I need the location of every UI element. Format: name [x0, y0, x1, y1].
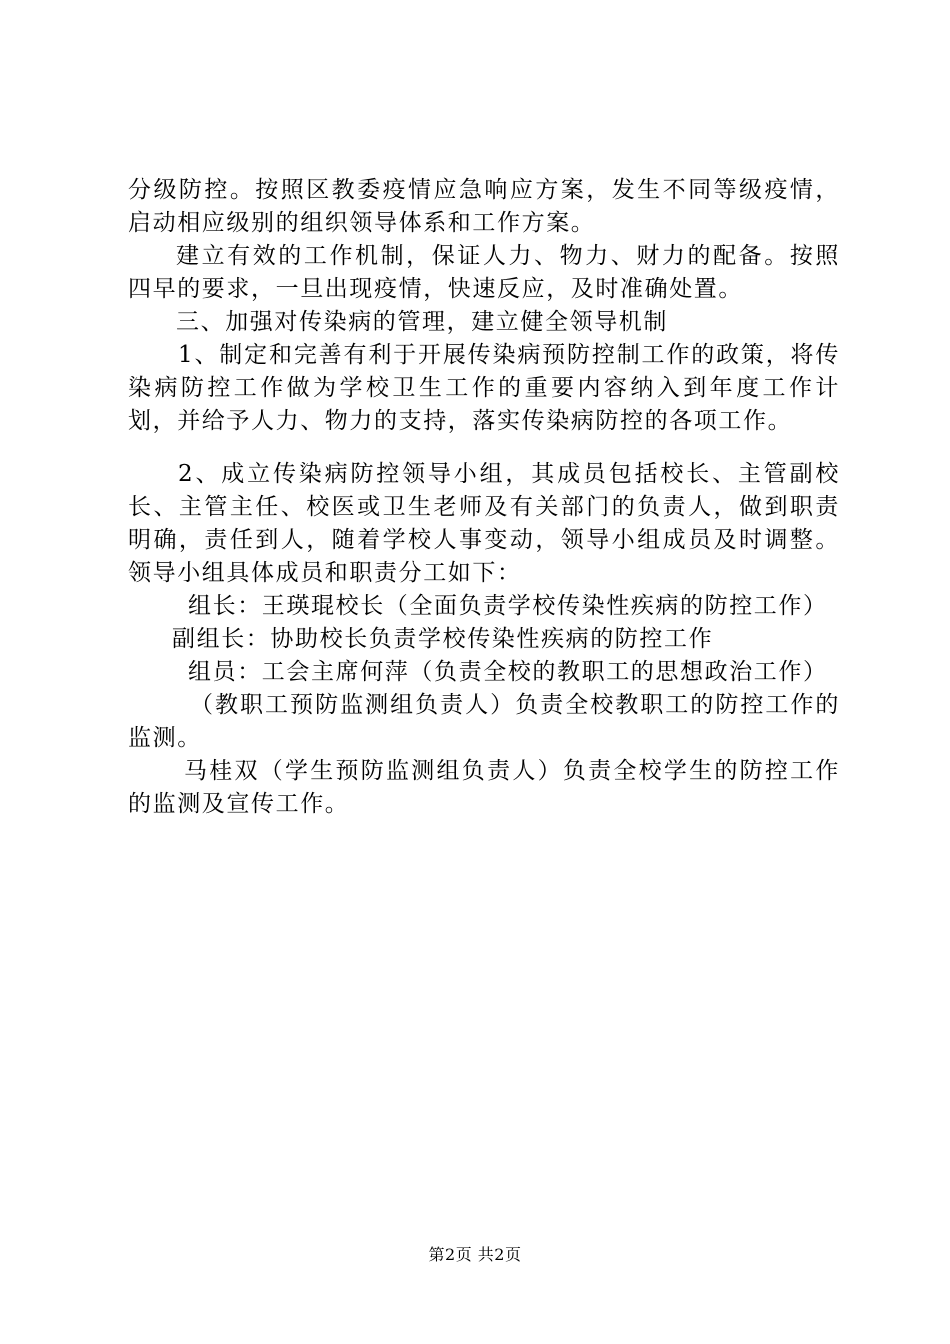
paragraph-member-union: 组员：工会主席何萍（负责全校的教职工的思想政治工作）	[188, 659, 828, 685]
paragraph-member-staff-monitor: （教职工预防监测组负责人）负责全校教职工的防控工作的监测。	[128, 692, 840, 751]
paragraph-member-student-monitor: 马桂双（学生预防监测组负责人）负责全校学生的防控工作的监测及宣传工作。	[128, 758, 840, 817]
paragraph-item-1: 1、制定和完善有利于开展传染病预防控制工作的政策，将传染病防控工作做为学校卫生工作的重要内容纳入到年度工作计划，并给予人力、物力的支持，落实传染病防控的各项工作。	[128, 342, 840, 434]
paragraph-group-leader: 组长：王瑛琨校长（全面负责学校传染性疾病的防控工作）	[188, 593, 828, 619]
page-footer: 第2页 共2页	[428, 1245, 522, 1264]
paragraph-item-2: 2、成立传染病防控领导小组，其成员包括校长、主管副校长、主管主任、校医或卫生老师及有关部门的负责人，做到职责明确，责任到人，随着学校人事变动，领导小组成员及时调整。领导小组具体成员和职责分工如下：	[128, 461, 840, 586]
document-body	[128, 174, 840, 821]
paragraph-tiered-prevention: 分级防控。按照区教委疫情应急响应方案，发生不同等级疫情，启动相应级别的组织领导体系和工作方案。	[128, 177, 840, 236]
section-heading-three: 三、加强对传染病的管理，建立健全领导机制	[176, 309, 668, 335]
paragraph-work-mechanism: 建立有效的工作机制，保证人力、物力、财力的配备。按照四早的要求，一旦出现疫情，快速反应，及时准确处置。	[128, 243, 840, 302]
paragraph-deputy-leader: 副组长：协助校长负责学校传染性疾病的防控工作	[172, 626, 714, 652]
